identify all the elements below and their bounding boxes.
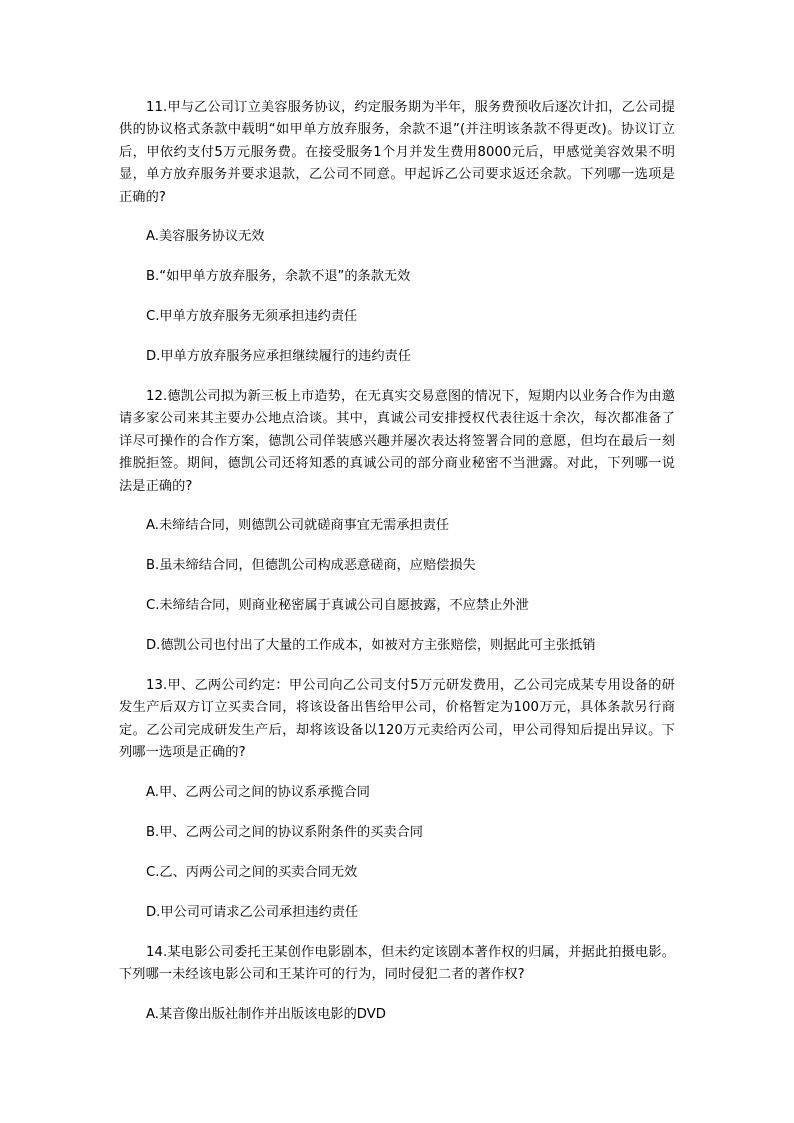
question-14 (119, 942, 675, 1024)
option-a: A.美容服务协议无效 (146, 229, 265, 245)
option-c: C.未缔结合同，则商业秘密属于真诚公司自愿披露，不应禁止外泄 (146, 598, 529, 614)
option-c: C.甲单方放弃服务无须承担违约责任 (146, 309, 358, 325)
option-a: A.未缔结合同，则德凯公司就磋商事宜无需承担责任 (146, 518, 450, 534)
option-d: D.德凯公司也付出了大量的工作成本，如被对方主张赔偿，则据此可主张抵销 (146, 638, 596, 654)
question-stem: 13.甲、乙两公司约定：甲公司向乙公司支付5万元研发费用，乙公司完成某专用设备的研发生产后双方订立买卖合同，将该设备出售给甲公司，价格暂定为100万元，具体条款另行商定。乙公司完成研发生产后，却将该设备以120万元卖给丙公司，甲公司得知后提出异议。下列哪一选项是正确的? (119, 678, 675, 761)
question-11 (119, 97, 675, 366)
option-b: B.“如甲单方放弃服务，余款不退”的条款无效 (146, 269, 411, 285)
option-b: B.虽未缔结合同，但德凯公司构成恶意磋商，应赔偿损失 (146, 558, 476, 574)
question-stem: 12.德凯公司拟为新三板上市造势，在无真实交易意图的情况下，短期内以业务合作为由邀请多家公司来其主要办公地点洽谈。其中，真诚公司安排授权代表往返十余次，每次都准备了详尽可操作的合作方案，德凯公司佯装感兴趣并屡次表达将签署合同的意愿，但均在最后一刻推脱拒签。期间，德凯公司还将知悉的真诚公司的部分商业秘密不当泄露。对此，下列哪一说法是正确的? (119, 389, 675, 494)
option-d: D.甲单方放弃服务应承担继续履行的违约责任 (146, 349, 411, 365)
option-d: D.甲公司可请求乙公司承担违约责任 (146, 904, 359, 920)
option-a: A.甲、乙两公司之间的协议系承揽合同 (146, 784, 370, 800)
question-stem: 14.某电影公司委托王某创作电影剧本，但未约定该剧本著作权的归属，并据此拍摄电影。下列哪一未经该电影公司和王某许可的行为，同时侵犯二者的著作权? (119, 944, 675, 983)
option-c: C.乙、丙两公司之间的买卖合同无效 (146, 864, 358, 880)
question-12 (119, 386, 675, 655)
option-b: B.甲、乙两公司之间的协议系附条件的买卖合同 (146, 824, 423, 840)
document-body (119, 97, 675, 1024)
question-stem: 11.甲与乙公司订立美容服务协议，约定服务期为半年，服务费预收后逐次计扣，乙公司提供的协议格式条款中载明“如甲单方放弃服务，余款不退”(并注明该条款不得更改)。协议订立后，甲依约支付5万元服务费。在接受服务1个月并发生费用8000元后，甲感觉美容效果不明显，单方放弃服务并要求退款，乙公司不同意。甲起诉乙公司要求返还余款。下列哪一选项是正确的? (119, 100, 675, 205)
option-a: A.某音像出版社制作并出版该电影的DVD (146, 1006, 386, 1022)
question-13 (119, 675, 675, 922)
